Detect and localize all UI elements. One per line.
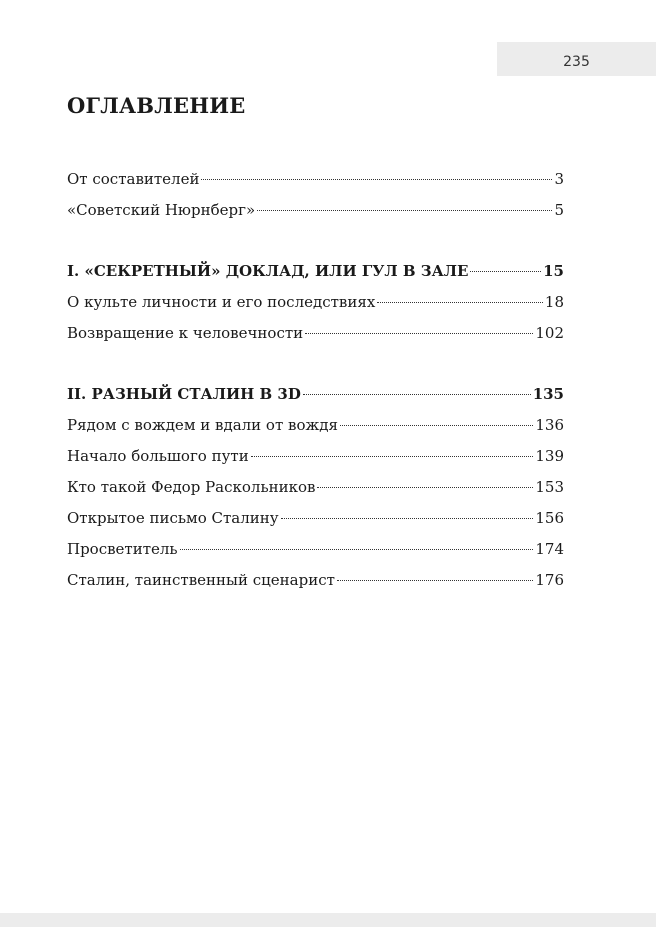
toc-entry-label: Открытое письмо Сталину: [67, 509, 279, 527]
toc-entry-label: Начало большого пути: [67, 447, 249, 465]
dot-leader: [281, 518, 534, 519]
toc-entry-mysterious-screenwriter[interactable]: [67, 569, 564, 600]
toc-entry-near-leader[interactable]: [67, 414, 564, 445]
toc-part-label: I. «СЕКРЕТНЫЙ» ДОКЛАД, ИЛИ ГУЛ В ЗАЛЕ: [67, 262, 469, 280]
toc-entry-page: 139: [535, 447, 564, 465]
page-number-tab: [497, 42, 656, 76]
dot-leader: [251, 456, 534, 457]
dot-leader: [303, 394, 531, 395]
toc-entry-enlightener[interactable]: [67, 538, 564, 569]
dot-leader: [305, 333, 533, 334]
toc-entry-page: 3: [554, 170, 564, 188]
bottom-band: [0, 913, 656, 927]
toc-entry-label: Сталин, таинственный сценарист: [67, 571, 335, 589]
toc-entry-page: 153: [535, 478, 564, 496]
toc-entry-page: 102: [535, 324, 564, 342]
toc-part-page: 135: [532, 385, 564, 403]
toc-entry-label: Возвращение к человечности: [67, 324, 304, 342]
dot-leader: [257, 210, 552, 211]
toc-entry-label: Рядом с вождем и вдали от вождя: [67, 416, 339, 434]
toc-entry-label: О культе личности и его последствиях: [67, 293, 376, 311]
toc-entry-label: «Советский Нюрнберг»: [67, 201, 256, 219]
toc-entry-beginning-of-path[interactable]: [67, 445, 564, 476]
toc-entry-page: 18: [544, 293, 564, 311]
dot-leader: [470, 271, 541, 272]
dot-leader: [317, 487, 533, 488]
toc-part-label: II. РАЗНЫЙ СТАЛИН В 3D: [67, 385, 301, 403]
toc-part-page: 15: [543, 262, 564, 280]
dot-leader: [340, 425, 533, 426]
toc-entry-page: 176: [535, 571, 564, 589]
dot-leader: [180, 549, 534, 550]
toc-part-1-heading[interactable]: [67, 260, 564, 291]
toc-entry-label: Кто такой Федор Раскольников: [67, 478, 316, 496]
toc-entry-raskolnikov[interactable]: [67, 476, 564, 507]
section-gap: [67, 353, 564, 383]
toc-entry-soviet-nuremberg[interactable]: [67, 199, 564, 230]
table-of-contents: [67, 168, 564, 600]
toc-entry-label: Просветитель: [67, 540, 178, 558]
toc-entry-page: 136: [535, 416, 564, 434]
page-title: ОГЛАВЛЕНИЕ: [67, 93, 246, 118]
toc-part-2-heading[interactable]: [67, 383, 564, 414]
toc-entry-page: 5: [554, 201, 564, 219]
toc-entry-cult-of-personality[interactable]: [67, 291, 564, 322]
toc-entry-page: 174: [535, 540, 564, 558]
toc-entry-open-letter[interactable]: [67, 507, 564, 538]
dot-leader: [377, 302, 543, 303]
toc-entry-label: От составителей: [67, 170, 200, 188]
page-number: 235: [563, 54, 590, 70]
toc-entry-page: 156: [535, 509, 564, 527]
dot-leader: [201, 179, 552, 180]
toc-entry-return-to-humanity[interactable]: [67, 322, 564, 353]
toc-entry-from-compilers[interactable]: [67, 168, 564, 199]
dot-leader: [337, 580, 533, 581]
section-gap: [67, 230, 564, 260]
